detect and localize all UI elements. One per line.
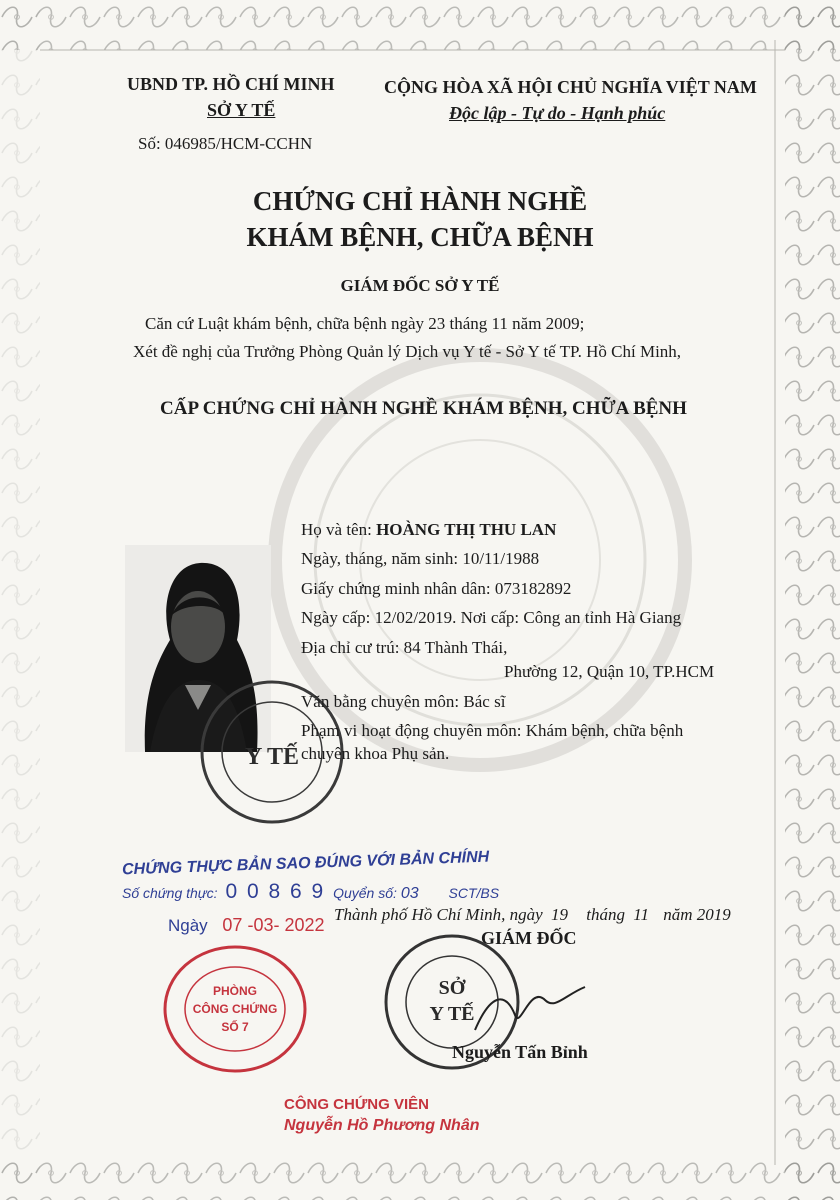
document-number: Số: 046985/HCM-CCHN	[138, 134, 313, 153]
svg-text:CÔNG CHỨNG: CÔNG CHỨNG	[192, 1002, 278, 1016]
signing-day: 19	[550, 905, 568, 924]
holder-dob: Ngày, tháng, năm sinh: 10/11/1988	[301, 549, 540, 568]
holder-address-line-2: Phường 12, Quận 10, TP.HCM	[504, 662, 715, 681]
holder-degree: Văn bằng chuyên môn: Bác sĩ	[301, 692, 506, 711]
svg-text:Y TẾ: Y TẾ	[429, 1003, 475, 1025]
grant-title: CẤP CHỨNG CHỈ HÀNH NGHỀ KHÁM BỆNH, CHỮA BỆNH	[160, 398, 687, 419]
certified-date-label: Ngày	[168, 916, 208, 935]
svg-text:Y TẾ: Y TẾ	[244, 744, 300, 770]
org-name: UBND TP. HỒ CHÍ MINH	[127, 74, 335, 94]
certified-number: 0 0 8 6 9	[225, 880, 326, 903]
svg-text:SỐ 7: SỐ 7	[221, 1020, 249, 1034]
holder-scope-line-2: chuyên khoa Phụ sản.	[301, 744, 450, 763]
signer-name: Nguyễn Tấn Bỉnh	[452, 1042, 588, 1062]
holder-address-line-1: Địa chỉ cư trú: 84 Thành Thái,	[301, 638, 508, 657]
signing-place-prefix: Thành phố Hồ Chí Minh, ngày	[334, 905, 543, 924]
signer-title: GIÁM ĐỐC	[481, 928, 577, 948]
certified-copy-title: CHỨNG THỰC BẢN SAO ĐÚNG VỚI BẢN CHÍNH	[121, 848, 490, 879]
department-name: SỞ Y TẾ	[207, 100, 276, 120]
holder-name: HOÀNG THỊ THU LAN	[376, 520, 557, 539]
holder-name-row	[301, 520, 556, 540]
book-label: Quyển số:	[333, 885, 397, 901]
national-motto: Độc lập - Tự do - Hạnh phúc	[449, 103, 666, 123]
country-name: CỘNG HÒA XÃ HỘI CHỦ NGHĨA VIỆT NAM	[384, 77, 757, 97]
notary-seal-stamp	[160, 943, 310, 1075]
holder-id-issue: Ngày cấp: 12/02/2019. Nơi cấp: Công an tỉnh Hà Giang	[301, 608, 682, 627]
book-number: 03	[400, 885, 419, 902]
signing-year: năm 2019	[663, 905, 731, 924]
svg-text:SỞ: SỞ	[438, 977, 466, 999]
title-line-2: KHÁM BỆNH, CHỮA BỆNH	[246, 222, 594, 252]
holder-scope-line-1: Phạm vi hoạt động chuyên môn: Khám bệnh, chữa bệnh	[301, 721, 684, 740]
holder-id-card: Giấy chứng minh nhân dân: 073182892	[301, 579, 572, 598]
book-suffix: SCT/BS	[448, 885, 500, 901]
director-signature	[470, 975, 590, 1045]
notary-name: Nguyễn Hồ Phương Nhân	[284, 1117, 480, 1134]
certified-date: 07 -03- 2022	[222, 915, 325, 935]
notary-title: CÔNG CHỨNG VIÊN	[284, 1096, 429, 1113]
issuer-title: GIÁM ĐỐC SỞ Y TẾ	[340, 276, 500, 295]
svg-text:PHÒNG: PHÒNG	[212, 984, 258, 998]
title-line-1: CHỨNG CHỈ HÀNH NGHỀ	[252, 186, 588, 216]
signing-place-date	[334, 905, 731, 925]
proposal-line: Xét đề nghị của Trưởng Phòng Quản lý Dịch vụ Y tế - Sở Y tế TP. Hồ Chí Minh,	[133, 342, 682, 361]
holder-name-label: Họ và tên:	[301, 520, 372, 539]
signing-month-label: tháng	[586, 905, 625, 924]
certified-copy-number-row	[122, 880, 499, 904]
signing-month: 11	[633, 905, 649, 924]
certified-number-label: Số chứng thực:	[122, 885, 218, 901]
legal-basis-line: Căn cứ Luật khám bệnh, chữa bệnh ngày 23 tháng 11 năm 2009;	[145, 314, 585, 333]
certified-date-row	[168, 915, 325, 936]
